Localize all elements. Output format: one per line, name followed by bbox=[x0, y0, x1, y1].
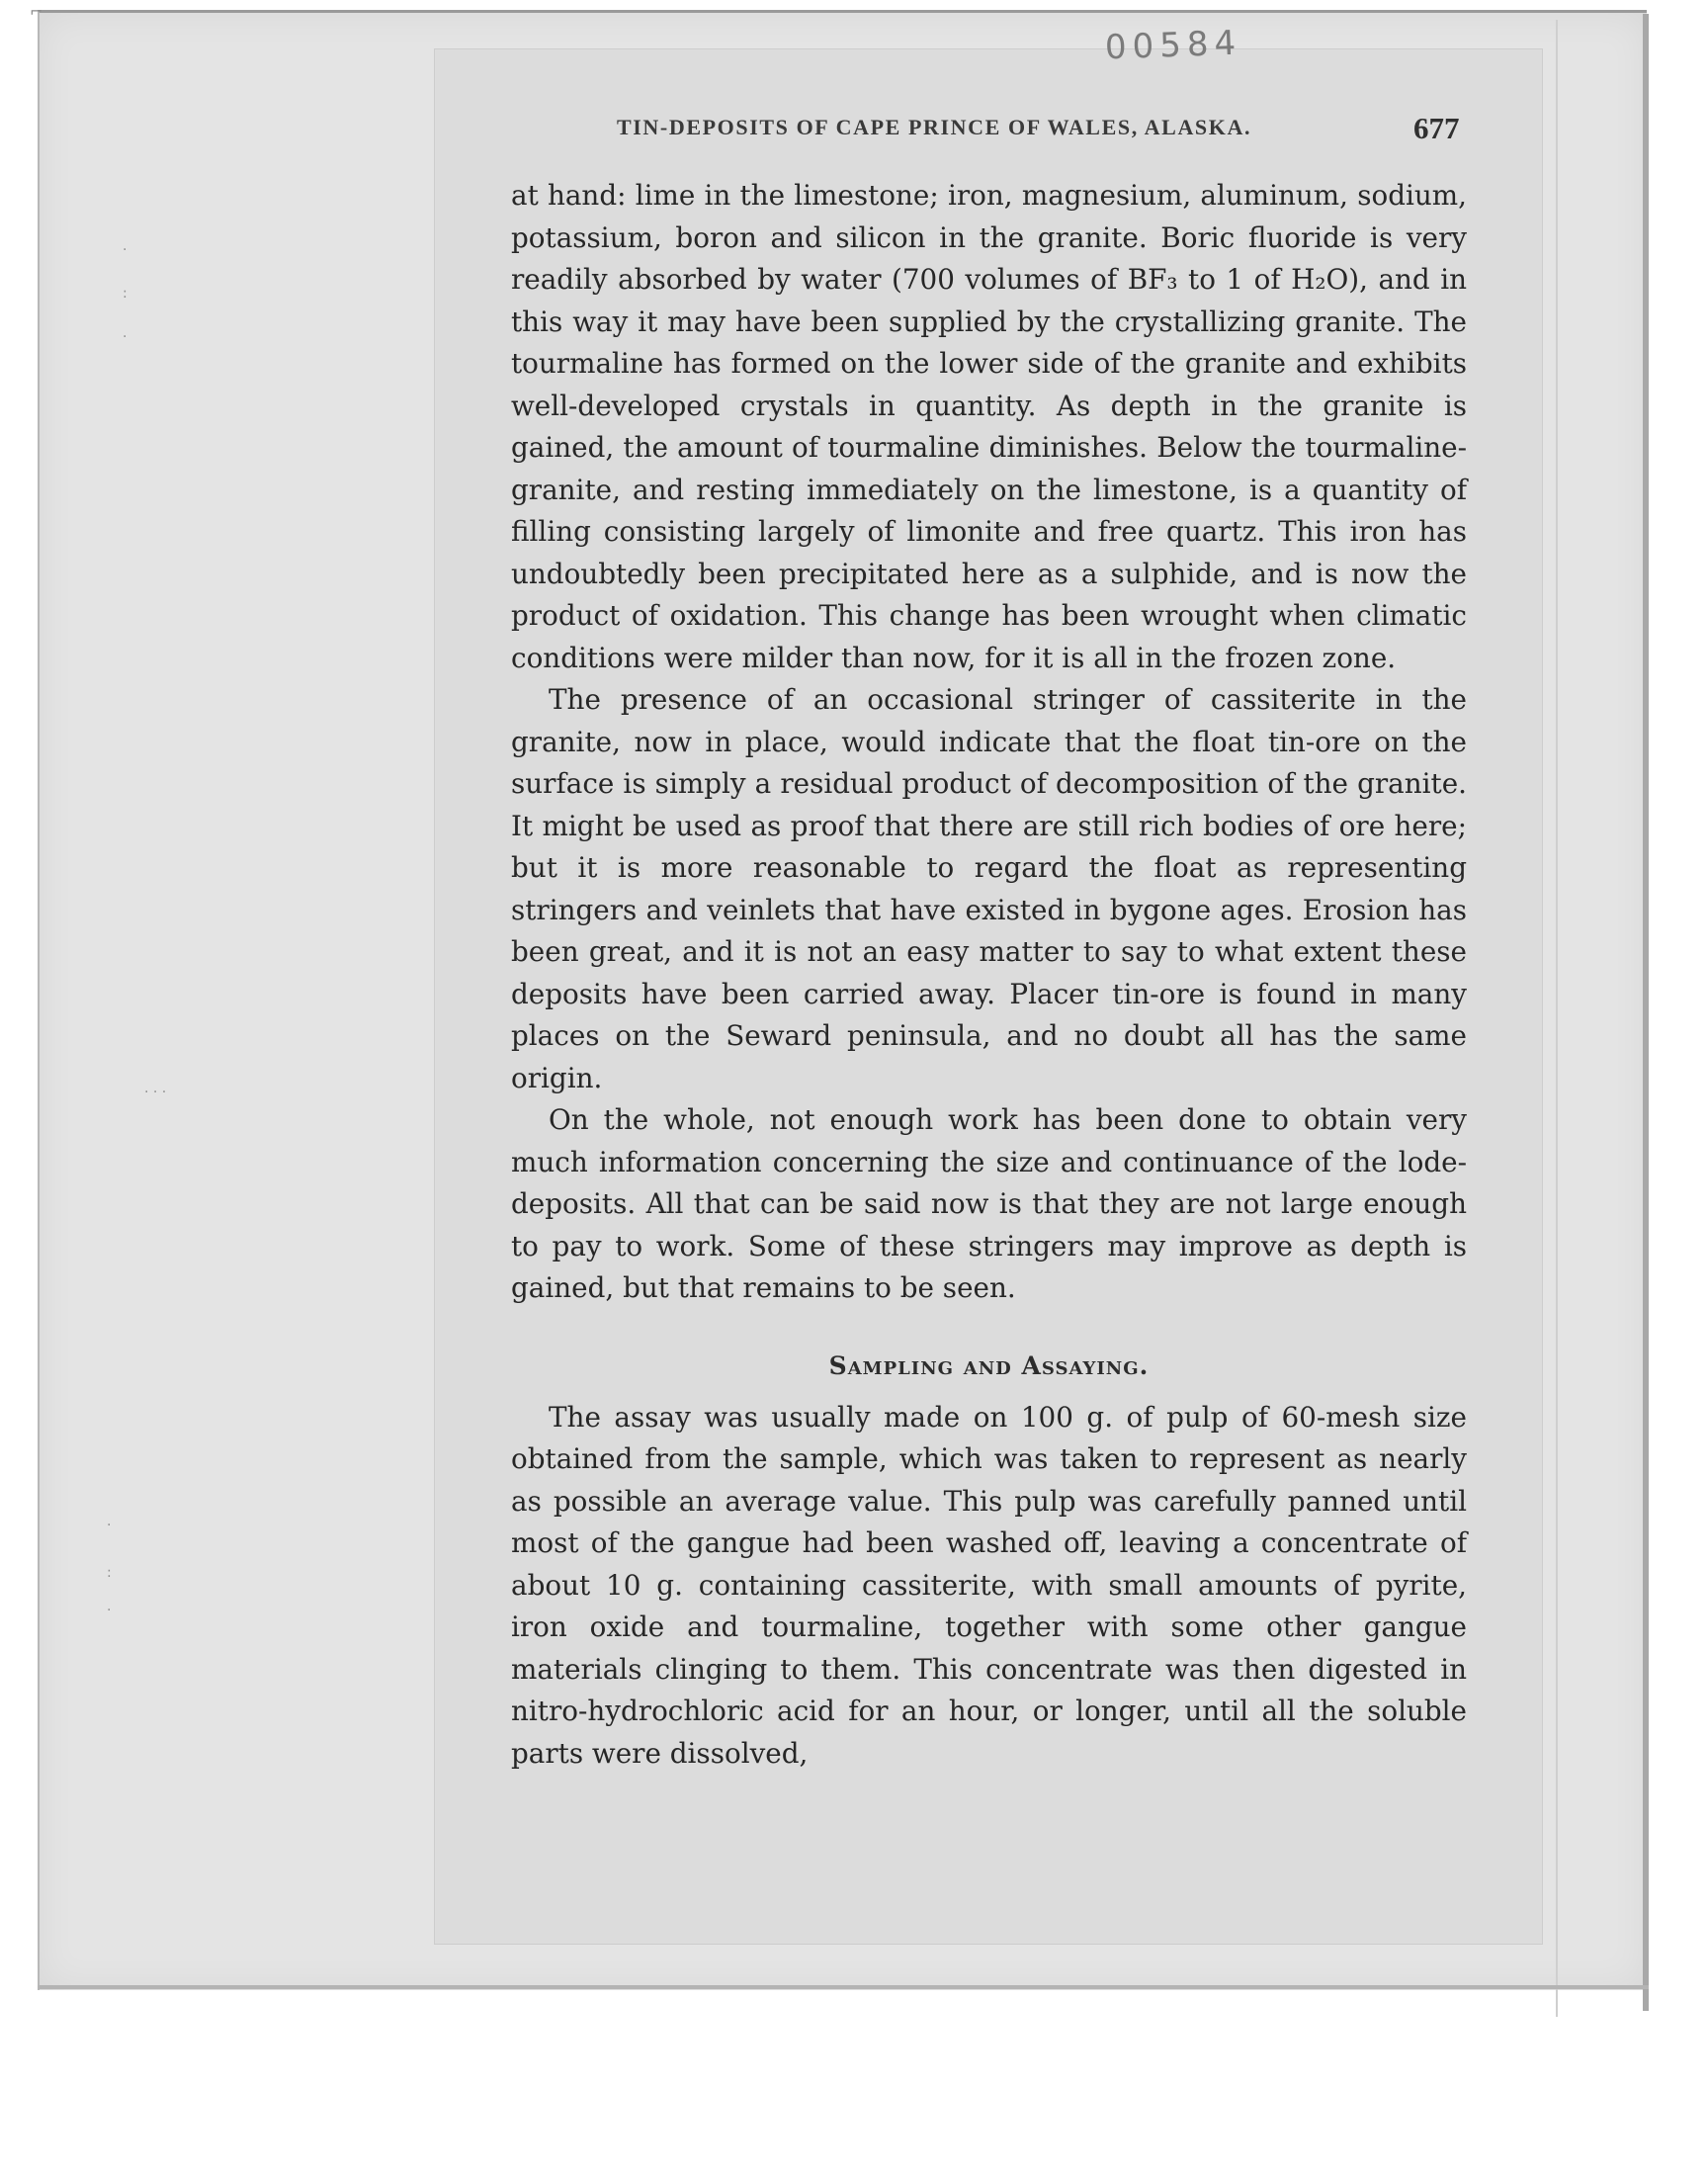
paragraph: at hand: lime in the limestone; iron, magnesium, aluminum, sodium, potassium, boron and silicon in the granite. Boric fluoride is very readily absorbed by water (700 volumes of BF₃ to 1 of H₂O), and in this way it may have been supplied by the crystallizing granite. The tourmaline has formed on the lower side of the granite and exhibits well-developed crystals in quantity. As depth in the granite is gained, the amount of tourmaline diminishes. Below the tourmaline-granite, and resting immediately on the limestone, is a quantity of filling consisting largely of limonite and free quartz. This iron has undoubtedly been precipitated here as a sulphide, and is now the product of oxidation. This change has been wrought when climatic conditions were milder than now, for it is all in the frozen zone. bbox=[511, 179, 1467, 674]
paragraph: The presence of an occasional stringer of cassiterite in the granite, now in place, would indicate that the float tin-ore on the surface is simply a residual product of decomposition of the granite. It might be used as proof that there are still rich bodies of ore here; but it is more reasonable to regard the float as representing stringers and veinlets that have existed in bygone ages. Erosion has been great, and it is not an easy matter to say to what extent these deposits have been carried away. Placer tin-ore is found in many places on the Seward peninsula, and no doubt all has the same origin. bbox=[511, 683, 1467, 1094]
corner-curl-mark: ⌐ bbox=[30, 2, 43, 21]
running-head: TIN-DEPOSITS OF CAPE PRINCE OF WALES, ALASKA. bbox=[617, 115, 1252, 139]
archive-number: 00584 bbox=[1104, 23, 1242, 68]
paragraph: The assay was usually made on 100 g. of pulp of 60-mesh size obtained from the sample, which was taken to represent as nearly as possible an average value. This pulp was carefully panned until most of the gangue had been washed off, leaving a concentrate of about 10 g. containing cassiterite, with small amounts of pyrite, iron oxide and tourmaline, together with some other gangue materials clinging to them. This concentrate was then digested in nitro-hydrochloric acid for an hour, or longer, until all the soluble parts were dissolved, bbox=[511, 1400, 1467, 1770]
section-heading: Sampling and Assaying. bbox=[828, 1350, 1150, 1380]
dust-speck: · bbox=[107, 1518, 112, 1533]
body-text bbox=[511, 175, 1467, 1775]
dust-speck: · · · bbox=[144, 1085, 167, 1100]
blank-margin bbox=[0, 2017, 1708, 2175]
dust-speck: · bbox=[123, 242, 128, 258]
page-number: 677 bbox=[1413, 111, 1460, 145]
board-bottom-edge bbox=[38, 1985, 1649, 1989]
paragraph: On the whole, not enough work has been done to obtain very much information concerning the size and continuance of the lode-deposits. All that can be said now is that they are not large enough to pay to work. Some of these stringers may improve as depth is gained, but that remains to be seen. bbox=[511, 1103, 1467, 1304]
dust-speck: : bbox=[123, 286, 128, 302]
dust-speck: : bbox=[107, 1565, 112, 1581]
board-edge-line bbox=[1556, 20, 1558, 2017]
dust-speck: · bbox=[107, 1603, 112, 1618]
board-right-edge bbox=[1643, 14, 1649, 2011]
dust-speck: · bbox=[123, 329, 128, 345]
